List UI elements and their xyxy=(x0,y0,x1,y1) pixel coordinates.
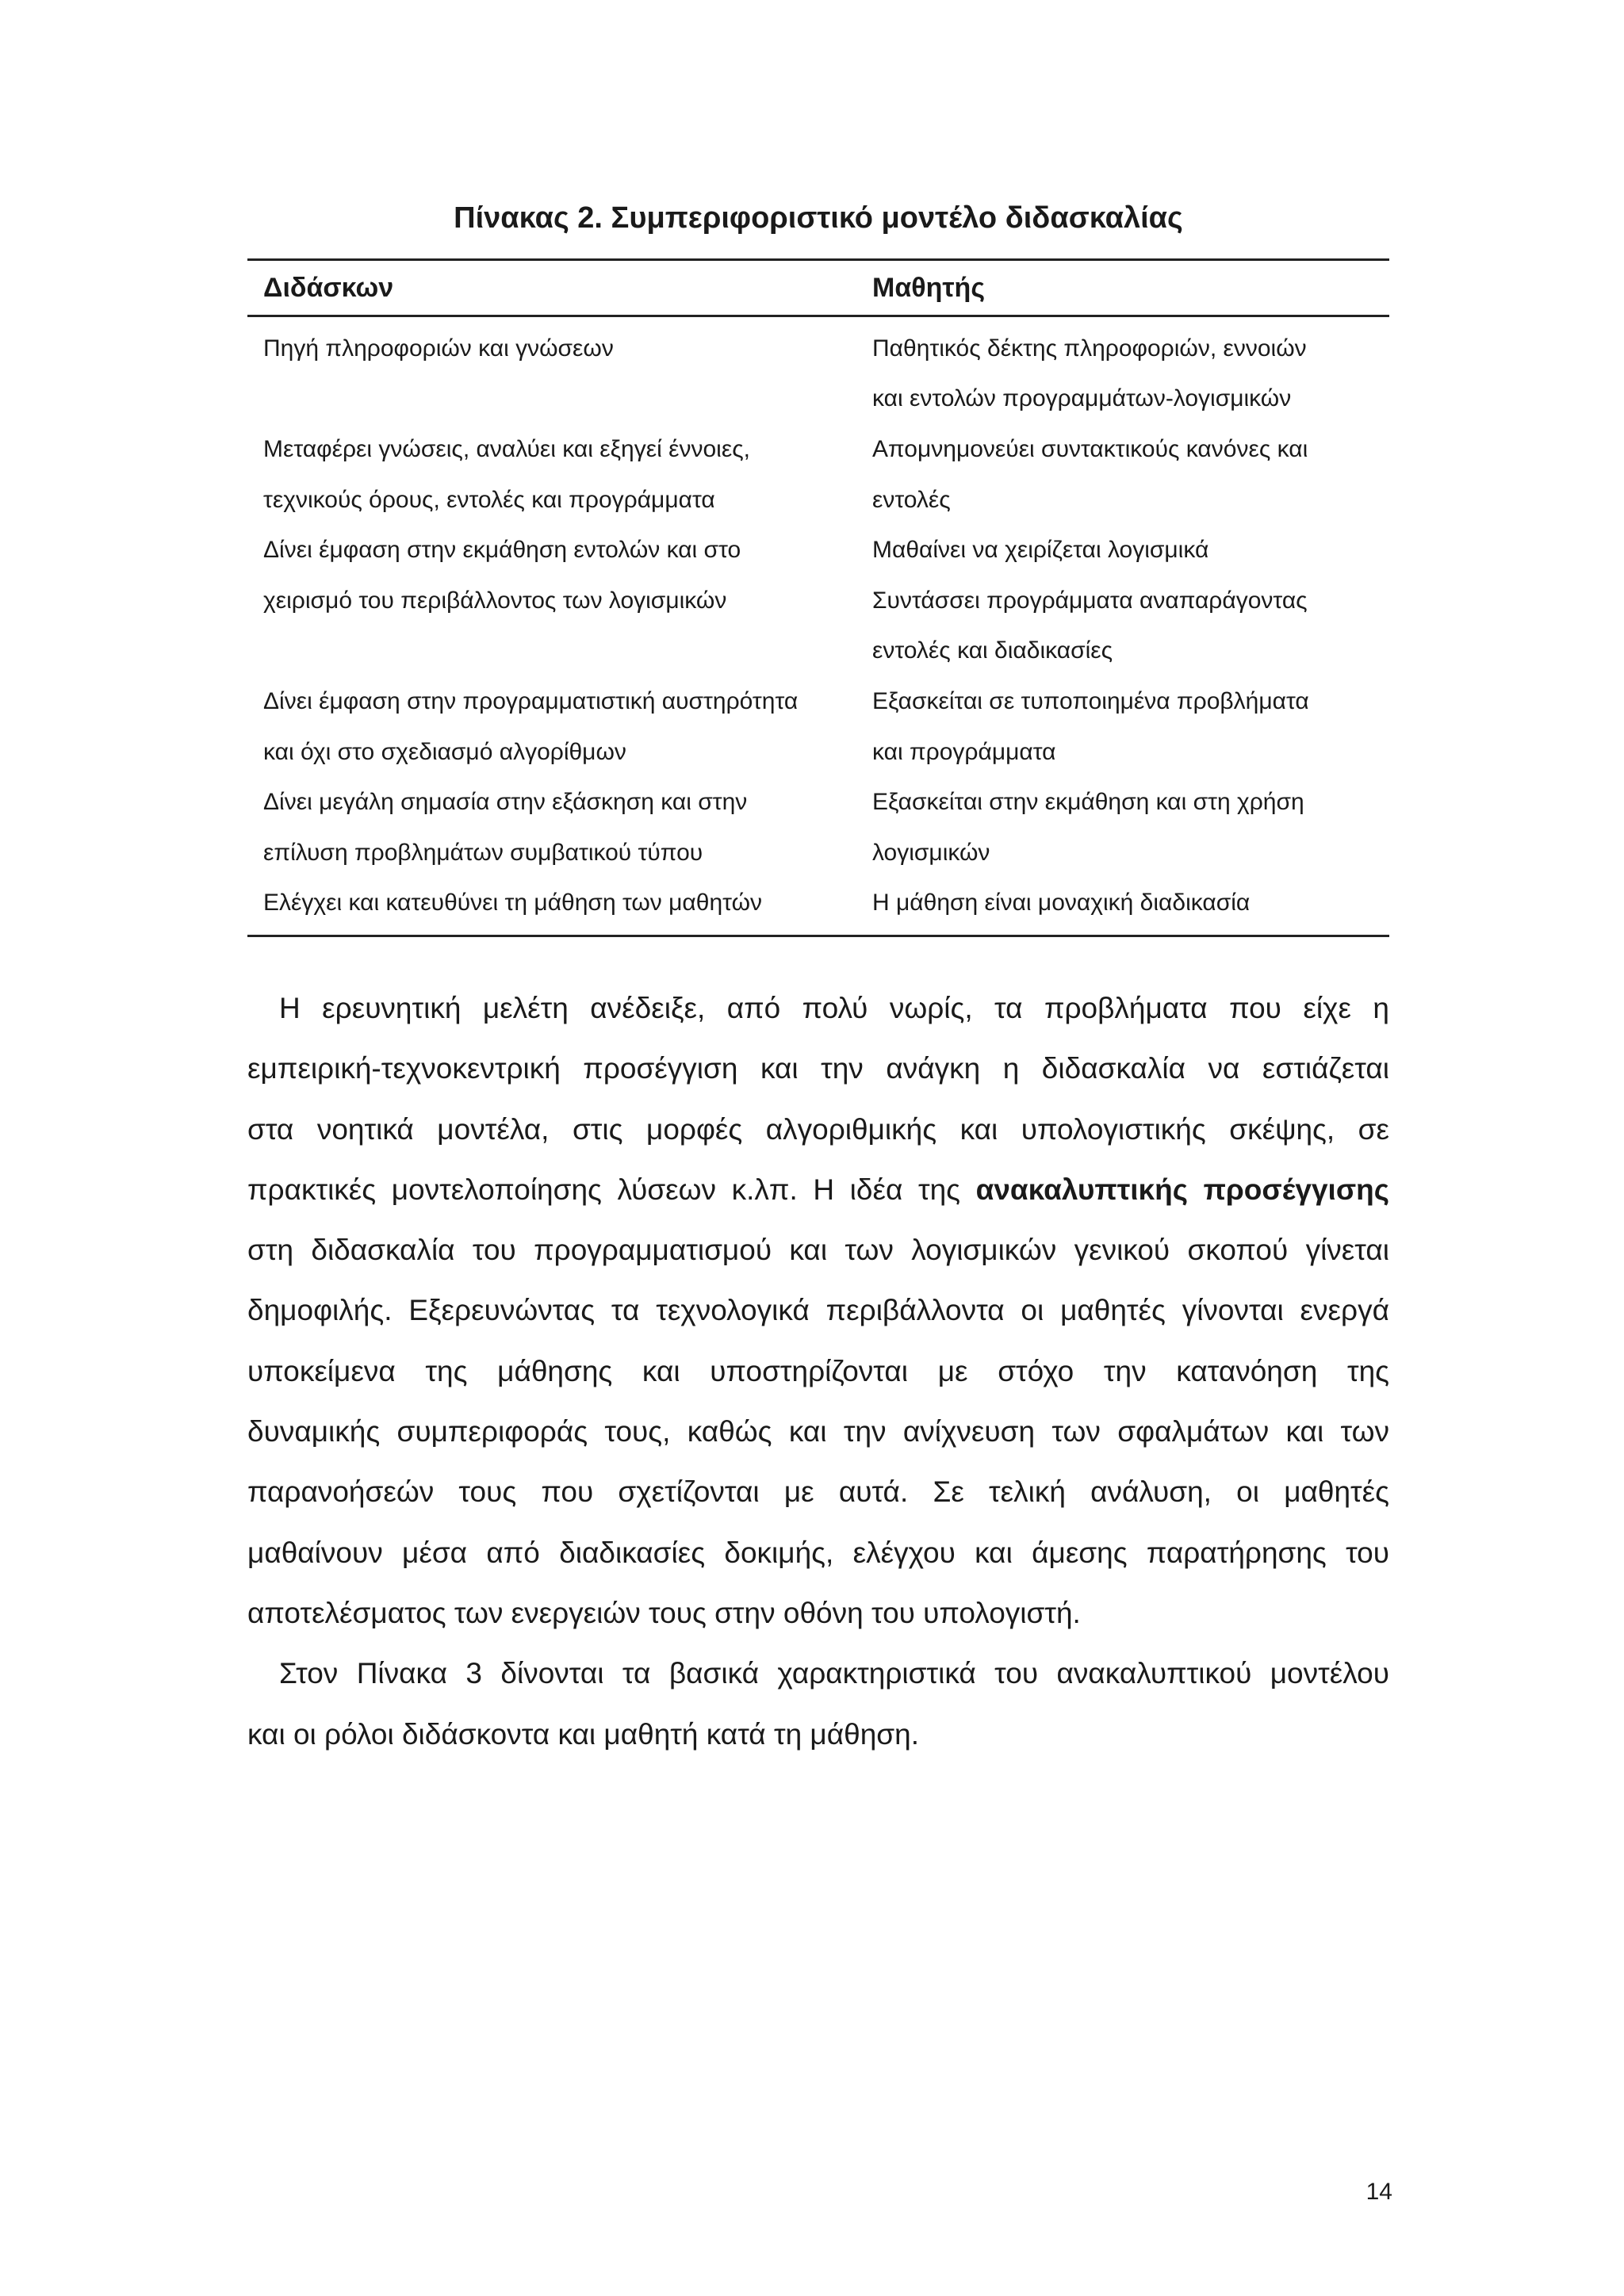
paragraph-line: και οι ρόλοι διδάσκοντα και μαθητή κατά τη μάθηση. xyxy=(247,1717,919,1751)
student-cell: και εντολών προγραμμάτων-λογισμικών xyxy=(872,385,1292,412)
table-line xyxy=(247,374,1389,425)
teacher-cell: Δίνει μεγάλη σημασία στην εξάσκηση και στην xyxy=(263,789,748,816)
teacher-cell: επίλυση προβλημάτων συμβατικού τύπου xyxy=(263,839,703,866)
student-cell: λογισμικών xyxy=(872,839,990,866)
table-line xyxy=(247,878,1389,929)
table-header-row xyxy=(247,261,1389,317)
teacher-cell: Ελέγχει και κατευθύνει τη μάθηση των μαθητών xyxy=(263,890,762,916)
teacher-cell: τεχνικούς όρους, εντολές και προγράμματα xyxy=(263,486,715,513)
table-caption: Πίνακας 2. Συμπεριφοριστικό μοντέλο διδασκαλίας xyxy=(454,201,1183,235)
bold-term: ανακαλυπτικής προσέγγισης xyxy=(975,1173,1389,1206)
teacher-cell: Δίνει έμφαση στην εκμάθηση εντολών και στο xyxy=(263,537,741,564)
paragraph-line: αποτελέσματος των ενεργειών τους στην οθόνη του υπολογιστή. xyxy=(247,1596,1081,1629)
teacher-cell: Δίνει έμφαση στην προγραμματιστική αυστηρότητα xyxy=(263,687,799,714)
table-line xyxy=(247,676,1389,727)
paragraph-line: Η ερευνητική μελέτη ανέδειξε, από πολύ νωρίς, τα προβλήματα που είχε η xyxy=(279,992,1389,1024)
paragraph-line: στα νοητικά μοντέλα, στις μορφές αλγοριθμικής και υπολογιστικής σκέψης, σε xyxy=(247,1112,1389,1146)
table-body xyxy=(247,317,1389,937)
student-cell: και προγράμματα xyxy=(872,738,1056,765)
paragraph-line xyxy=(247,1160,1389,1220)
student-cell: Συντάσσει προγράμματα αναπαράγοντας xyxy=(872,587,1308,614)
paragraph-line: παρανοήσεών τους που σχετίζονται με αυτά. Σε τελική ανάλυση, οι μαθητές xyxy=(247,1475,1389,1509)
table-line xyxy=(247,828,1389,878)
page-number: 14 xyxy=(1365,2179,1392,2205)
table-line xyxy=(247,323,1389,374)
student-cell: Εξασκείται στην εκμάθηση και στη χρήση xyxy=(872,789,1304,816)
paragraph-line: εμπειρική-τεχνοκεντρική προσέγγιση και την ανάγκη η διδασκαλία να εστιάζεται xyxy=(247,1052,1389,1085)
table-line xyxy=(247,424,1389,475)
paragraph-line: Στον Πίνακα 3 δίνονται τα βασικά χαρακτηριστικά του ανακαλυπτικού μοντέλου xyxy=(279,1657,1389,1690)
student-cell: Απομνημονεύει συντακτικούς κανόνες και xyxy=(872,435,1308,462)
paragraph-line: δημοφιλής. Εξερευνώντας τα τεχνολογικά περιβάλλοντα οι μαθητές γίνονται ενεργά xyxy=(247,1294,1389,1327)
paragraph-line: μαθαίνουν μέσα από διαδικασίες δοκιμής, ελέγχου και άμεσης παρατήρησης του xyxy=(247,1536,1389,1569)
paragraph-line: υποκείμενα της μάθησης και υποστηρίζονται με στόχο την κατανόηση της xyxy=(247,1354,1389,1387)
teacher-cell: Πηγή πληροφοριών και γνώσεων xyxy=(263,335,614,362)
teacher-cell: χειρισμό του περιβάλλοντος των λογισμικών xyxy=(263,587,727,614)
student-cell: Μαθαίνει να χειρίζεται λογισμικά xyxy=(872,537,1209,564)
header-student: Μαθητής xyxy=(872,272,985,303)
teacher-cell: και όχι στο σχεδιασμό αλγορίθμων xyxy=(263,738,626,765)
table-line xyxy=(247,475,1389,526)
table-line xyxy=(247,525,1389,576)
header-teacher: Διδάσκων xyxy=(263,272,394,303)
student-cell: εντολές xyxy=(872,486,951,513)
teacher-cell: Μεταφέρει γνώσεις, αναλύει και εξηγεί έννοιες, xyxy=(263,435,750,462)
student-cell: Η μάθηση είναι μοναχική διαδικασία xyxy=(872,890,1251,916)
behaviorist-model-table xyxy=(247,258,1389,937)
table-line xyxy=(247,777,1389,828)
table-line xyxy=(247,576,1389,626)
table-line xyxy=(247,727,1389,778)
paragraph-text: πρακτικές μοντελοποίησης λύσεων κ.λπ. Η ιδέα της xyxy=(247,1173,960,1206)
table-line xyxy=(247,626,1389,677)
student-cell: Εξασκείται σε τυποποιημένα προβλήματα xyxy=(872,687,1309,714)
paragraph-line: δυναμικής συμπεριφοράς τους, καθώς και την ανίχνευση των σφαλμάτων και των xyxy=(247,1415,1389,1448)
paragraph-line: στη διδασκαλία του προγραμματισμού και των λογισμικών γενικού σκοπού γίνεται xyxy=(247,1234,1389,1267)
student-cell: Παθητικός δέκτης πληροφοριών, εννοιών xyxy=(872,335,1307,362)
student-cell: εντολές και διαδικασίες xyxy=(872,637,1113,664)
body-text xyxy=(247,978,1389,1765)
